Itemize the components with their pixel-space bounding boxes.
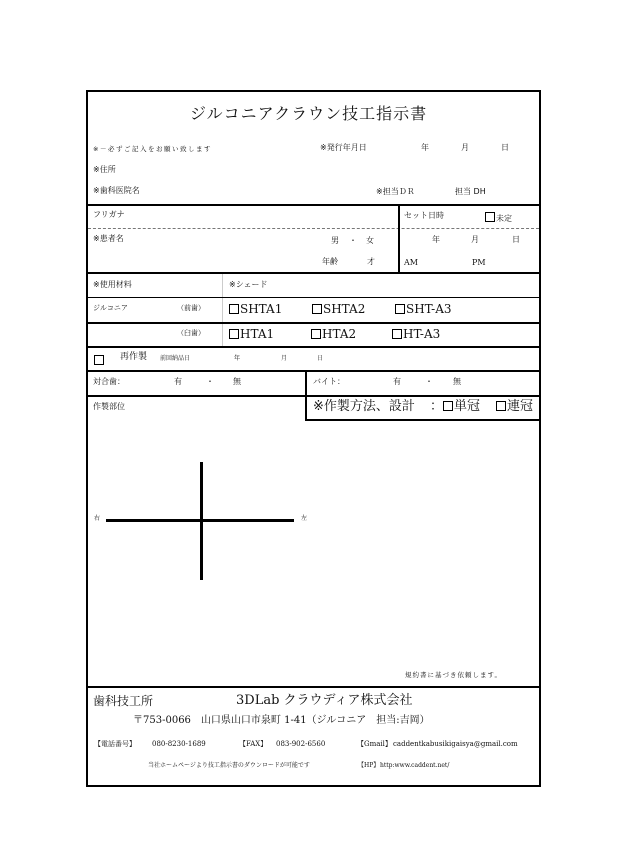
shade-label: ※シェード	[229, 280, 268, 289]
method-label: ※作製方法、設計	[313, 399, 415, 414]
form-title: ジルコニアクラウン技工指示書	[190, 104, 428, 123]
remake-day-unit: 日	[317, 355, 324, 362]
materials-label: ※使用材料	[93, 280, 132, 289]
shade-option-shta2[interactable]	[312, 303, 365, 315]
lab-type-label: 歯科技工所	[93, 694, 154, 708]
option-label: HT-A3	[403, 327, 441, 341]
divider-footer	[86, 686, 541, 688]
checkbox-icon	[485, 212, 495, 222]
set-date-divider	[398, 204, 400, 273]
phone-label: 【電話番号】	[94, 740, 136, 748]
bite-no-option[interactable]: 無	[453, 377, 461, 386]
zirconia-label: ジルコニア	[93, 304, 128, 312]
hp-url[interactable]: http:www.caddent.net/	[380, 762, 450, 769]
materials-column-divider	[222, 274, 223, 346]
opposing-label: 対合歯：	[93, 377, 125, 386]
divider-anterior	[86, 322, 541, 324]
hygienist-label: 担当 DH	[455, 187, 486, 196]
checkbox-icon	[94, 355, 104, 365]
issue-year-unit[interactable]: 年	[421, 143, 429, 152]
age-label: 年齢	[322, 257, 338, 266]
shade-option-shta1[interactable]	[229, 303, 282, 315]
right-side-label: 右	[94, 515, 101, 522]
remake-year-unit: 年	[234, 355, 241, 362]
gmail-label: 【Gmail】	[357, 740, 392, 748]
divider-materials-header	[86, 297, 541, 298]
checkbox-icon	[443, 401, 453, 411]
shade-option-ht-a3[interactable]	[392, 328, 440, 340]
option-label: SHTA1	[240, 302, 283, 316]
hp-label: 【HP】	[358, 762, 380, 769]
checkbox-icon	[311, 329, 321, 339]
shade-option-sht-a3[interactable]	[395, 303, 452, 315]
checkbox-icon	[229, 304, 239, 314]
issue-day-unit[interactable]: 日	[501, 143, 509, 152]
phone-number: 080-8230-1689	[152, 740, 206, 748]
sex-separator: ・	[349, 236, 357, 245]
divider-patient	[86, 272, 541, 274]
divider-opposing	[86, 395, 541, 397]
issue-month-unit[interactable]: 月	[461, 143, 469, 152]
fabrication-site-label: 作製部位	[93, 402, 125, 411]
bite-yes-option[interactable]: 有	[393, 377, 401, 386]
checkbox-icon	[392, 329, 402, 339]
sex-female-option[interactable]: 女	[366, 236, 374, 245]
opposing-yes-option[interactable]: 有	[174, 377, 182, 386]
set-year-unit: 年	[432, 235, 440, 244]
sex-male-option[interactable]: 男	[331, 236, 339, 245]
checkbox-icon	[395, 304, 405, 314]
remake-month-unit: 月	[281, 355, 288, 362]
shade-option-hta1[interactable]	[229, 328, 274, 340]
set-datetime-label: セット日時	[404, 211, 444, 220]
issue-date-label: ※発行年月日	[320, 143, 367, 152]
required-note: ※－必ずご記入をお願い致します	[93, 145, 212, 153]
divider-posterior	[86, 346, 541, 348]
patient-name-label: ※患者名	[93, 234, 124, 243]
undecided-label: 未定	[496, 214, 512, 223]
am-option[interactable]: AM	[404, 258, 418, 267]
furigana-label: フリガナ	[93, 210, 125, 219]
gmail-address[interactable]: caddentkabusikigaisya@gmail.com	[393, 740, 518, 748]
method-bridge-option[interactable]	[496, 400, 533, 413]
furigana-dashed-line	[88, 228, 539, 229]
pm-option[interactable]: PM	[472, 258, 486, 267]
opposing-separator: ・	[206, 377, 214, 386]
divider-header	[86, 204, 541, 206]
option-label: HTA1	[240, 327, 275, 341]
posterior-label: （臼歯）	[177, 329, 205, 337]
bite-label: バイト：	[313, 377, 345, 386]
option-label: SHTA2	[323, 302, 366, 316]
option-label: HTA2	[322, 327, 357, 341]
option-label: SHT-A3	[406, 302, 452, 316]
terms-note: 規約書に基づき依頼します。	[405, 671, 502, 679]
company-name: 3DLab クラウディア株式会社	[236, 693, 413, 708]
anterior-label: （前歯）	[177, 304, 205, 312]
method-colon: ：	[430, 399, 444, 414]
checkbox-icon	[496, 401, 506, 411]
address-label: ※住所	[93, 165, 116, 174]
remake-checkbox[interactable]	[94, 352, 104, 368]
method-single-crown-option[interactable]	[443, 400, 480, 413]
clinic-name-label: ※歯科医院名	[93, 186, 140, 195]
divider-remake	[86, 370, 541, 372]
download-note: 当社ホームページより技工指示書のダウンロードが可能です	[148, 762, 310, 769]
single-crown-label: 単冠	[454, 399, 481, 414]
doctor-label: ※担当ＤＲ	[376, 187, 415, 196]
shade-option-hta2[interactable]	[311, 328, 356, 340]
undecided-checkbox[interactable]	[485, 212, 512, 223]
fax-label: 【FAX】	[239, 740, 268, 748]
checkbox-icon	[312, 304, 322, 314]
checkbox-icon	[229, 329, 239, 339]
fax-number: 083-902-6560	[276, 740, 326, 748]
remake-label: 再作製	[120, 352, 148, 362]
method-box-bottom	[305, 419, 541, 421]
prev-delivery-label: 前回納品日	[160, 355, 191, 362]
set-month-unit: 月	[471, 235, 479, 244]
age-unit: 才	[367, 257, 375, 266]
company-address: 〒753-0066 山口県山口市泉町 1-41（ジルコニア 担当:吉岡）	[133, 715, 430, 726]
bite-separator: ・	[425, 377, 433, 386]
bridge-label: 連冠	[507, 399, 534, 414]
opposing-no-option[interactable]: 無	[233, 377, 241, 386]
set-day-unit: 日	[512, 235, 520, 244]
tooth-chart-vertical-line	[200, 462, 203, 580]
left-side-label: 左	[301, 515, 308, 522]
